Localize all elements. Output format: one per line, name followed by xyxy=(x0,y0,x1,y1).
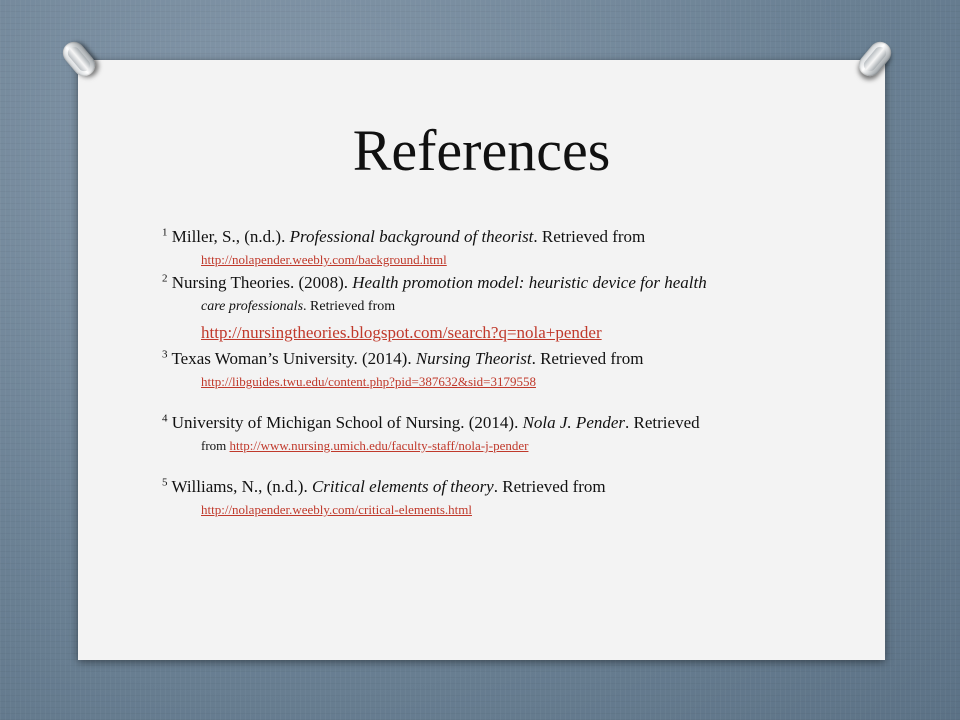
reference-2 xyxy=(162,271,862,295)
reference-number: 2 xyxy=(162,272,168,285)
reference-1 xyxy=(162,225,862,249)
reference-5-link[interactable]: http://nolapender.weebly.com/critical-elements.html xyxy=(201,502,472,517)
reference-list xyxy=(162,225,862,521)
reference-work: Critical elements of theory xyxy=(311,477,494,496)
reference-authors: Texas Woman’s University. (2014). xyxy=(171,349,416,368)
reference-5 xyxy=(162,475,862,499)
reference-work: Nursing Theorist xyxy=(415,349,532,368)
page-title: References xyxy=(352,118,611,183)
reference-authors: Nursing Theories. (2008). xyxy=(171,273,353,292)
reference-retrieved: . Retrieved from xyxy=(533,227,646,246)
reference-number: 1 xyxy=(162,226,168,239)
reference-number: 4 xyxy=(162,412,168,425)
reference-retrieved: . Retrieved from xyxy=(531,349,644,368)
reference-4 xyxy=(162,411,862,435)
reference-2-continued xyxy=(162,295,862,319)
reference-3 xyxy=(162,347,862,371)
reference-authors: Miller, S., (n.d.). xyxy=(171,227,290,246)
reference-retrieved: . Retrieved xyxy=(625,413,700,432)
reference-retrieved: . Retrieved from xyxy=(493,477,606,496)
reference-4-link[interactable]: http://www.nursing.umich.edu/faculty-staff/nola-j-pender xyxy=(229,438,529,453)
reference-work-continued: care professionals xyxy=(201,299,304,314)
reference-number: 5 xyxy=(162,476,168,489)
reference-authors: Williams, N., (n.d.). xyxy=(171,477,312,496)
reference-number: 3 xyxy=(162,348,168,361)
reference-1-link[interactable]: http://nolapender.weebly.com/background.html xyxy=(201,252,447,267)
reference-work: Nola J. Pender xyxy=(522,413,626,432)
reference-authors: University of Michigan School of Nursing. (2014). xyxy=(171,413,523,432)
reference-3-link[interactable]: http://libguides.twu.edu/content.php?pid=387632&sid=3179558 xyxy=(201,374,536,389)
reference-work: Professional background of theorist xyxy=(289,227,534,246)
reference-2-link[interactable]: http://nursingtheories.blogspot.com/search?q=nola+pender xyxy=(201,323,602,342)
reference-work: Health promotion model: heuristic device for health xyxy=(352,273,707,292)
reference-retrieved: . Retrieved from xyxy=(303,299,396,314)
reference-prefix: from xyxy=(201,438,230,453)
